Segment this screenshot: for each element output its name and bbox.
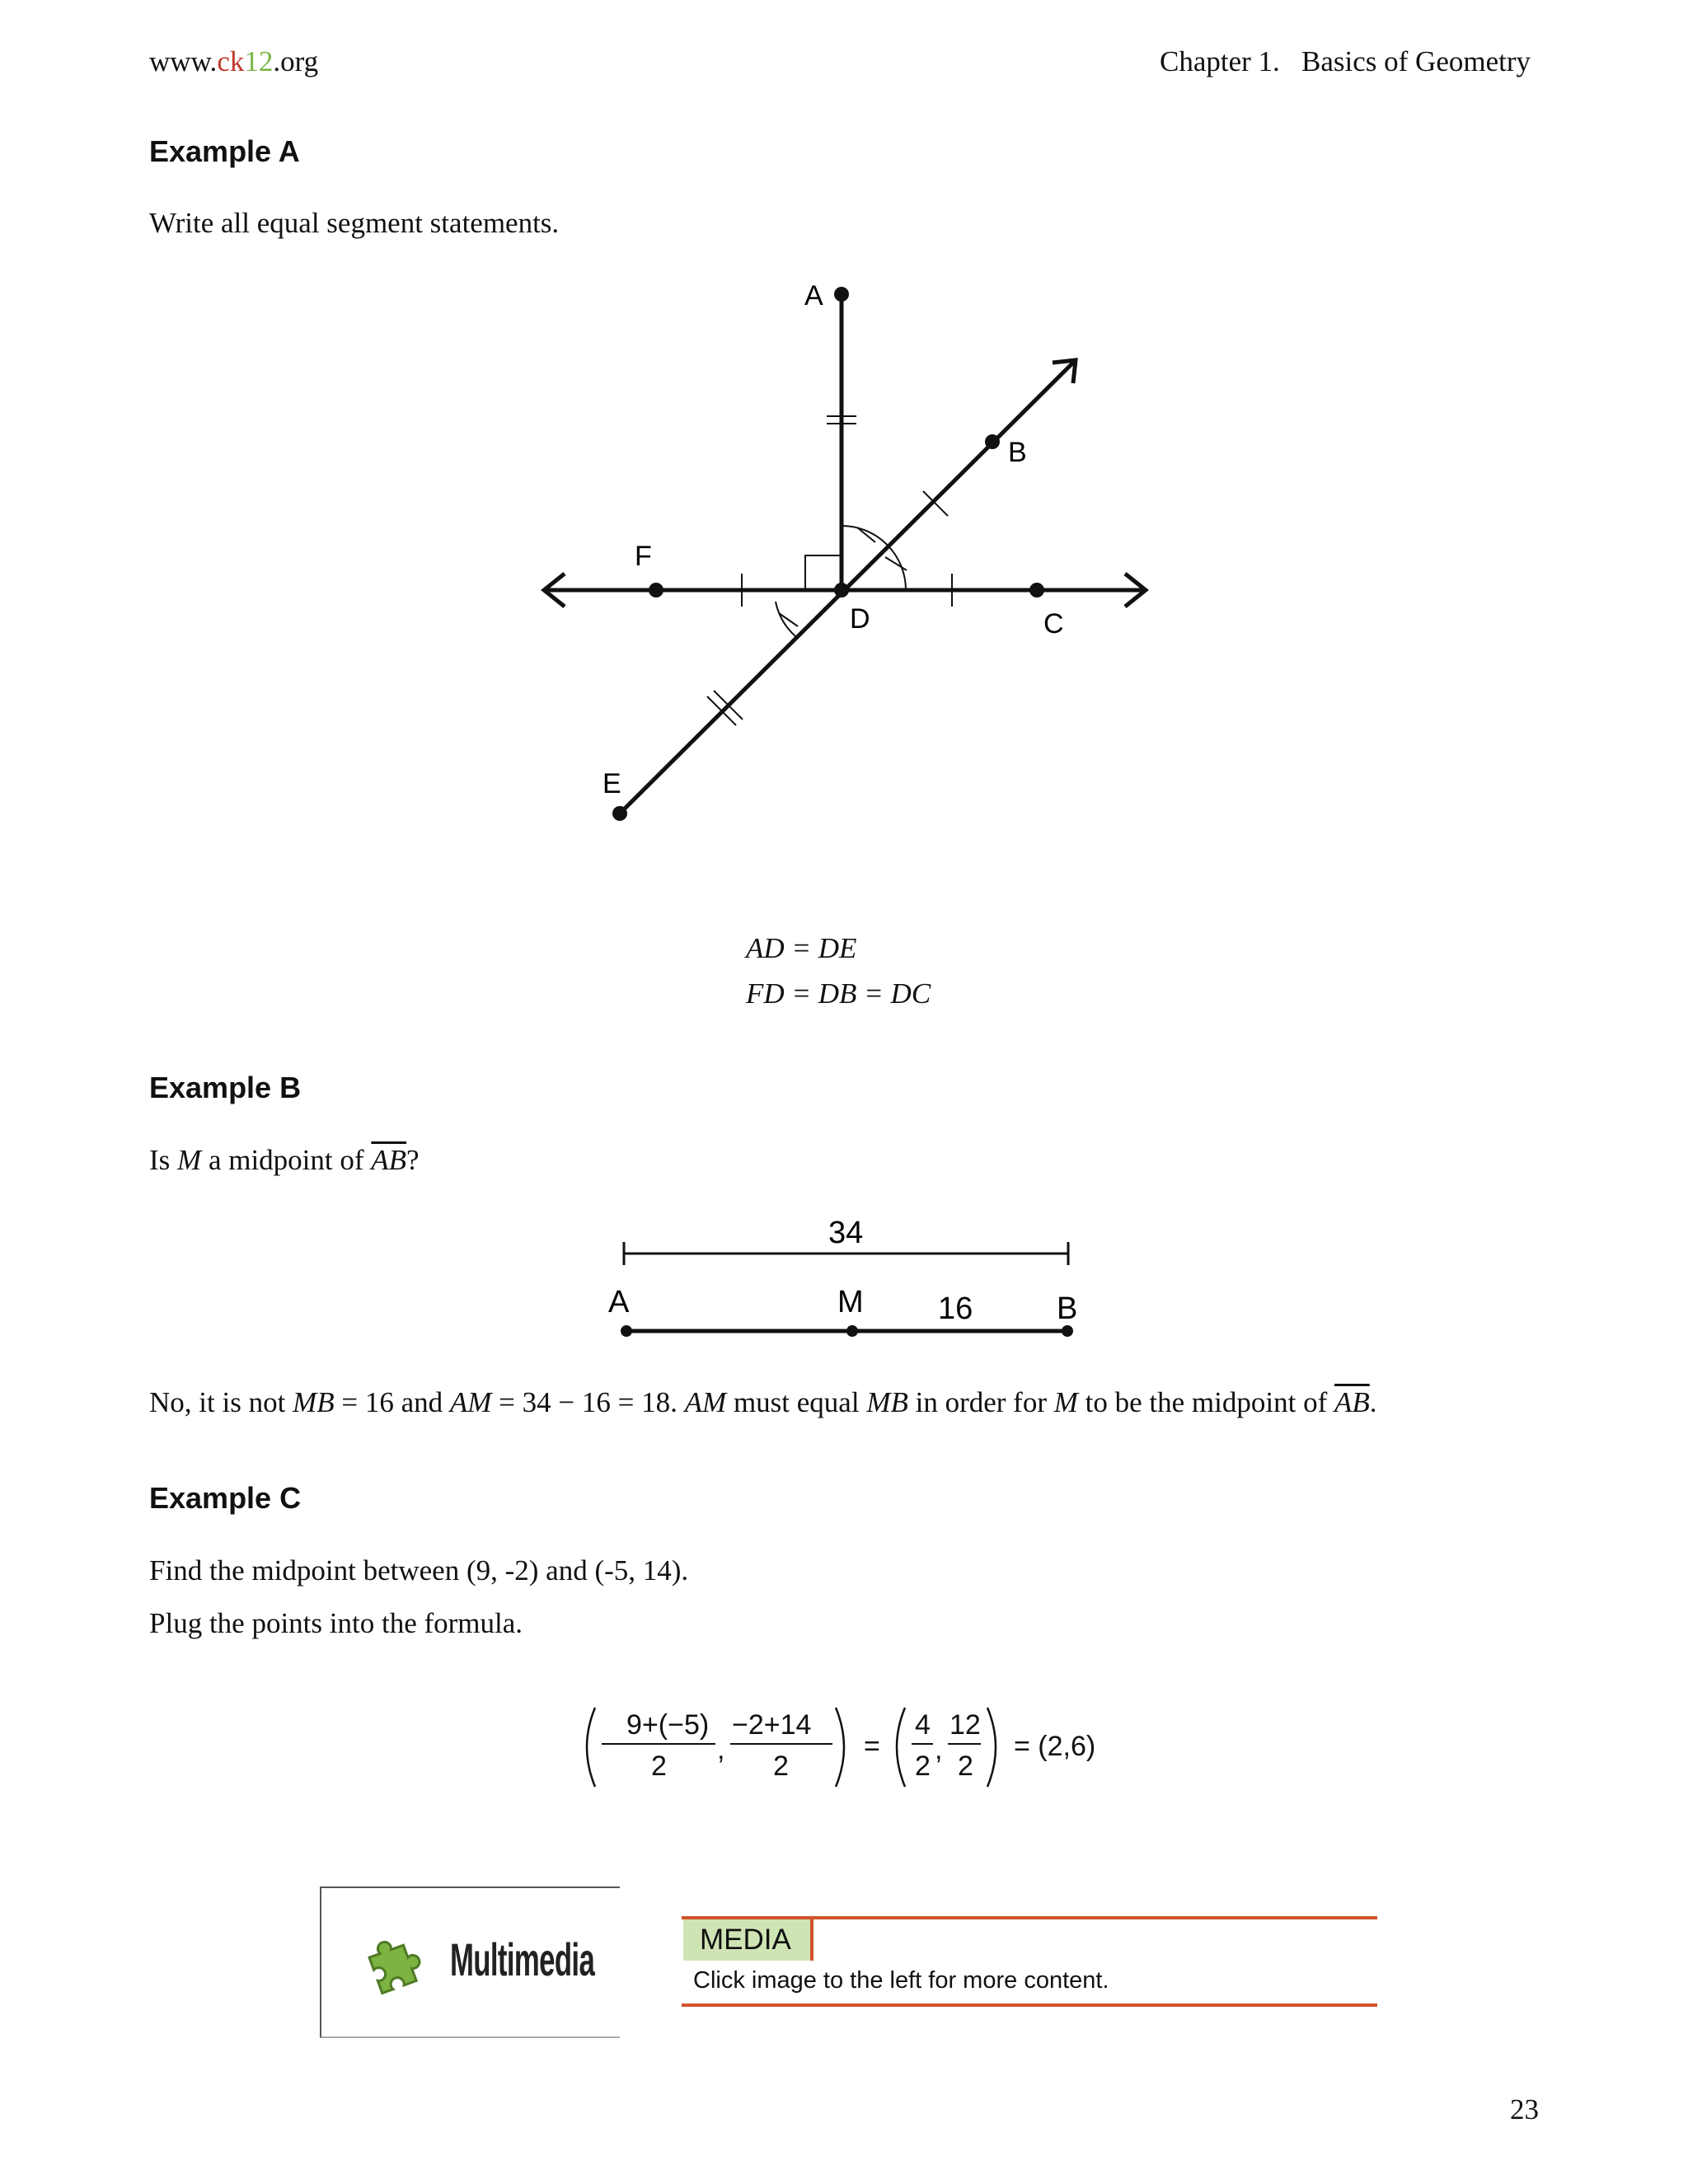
segment-ab: $\overline{AB}$ bbox=[1334, 1386, 1370, 1418]
multimedia-label: Multimedia bbox=[450, 1933, 595, 1985]
paren-right-1 bbox=[836, 1708, 844, 1787]
multimedia-button[interactable] bbox=[320, 1886, 620, 2038]
comma-1: , bbox=[717, 1734, 725, 1765]
example-b-heading: Example B bbox=[149, 1071, 302, 1104]
label-a: A bbox=[608, 1285, 630, 1319]
site-url[interactable] bbox=[149, 45, 318, 78]
point-a bbox=[834, 287, 849, 302]
site-url-num: 12 bbox=[244, 45, 274, 77]
example-b-answer bbox=[149, 1386, 1377, 1419]
site-url-suffix: .org bbox=[273, 45, 319, 77]
label-d: D bbox=[850, 603, 870, 635]
answer-var: AM bbox=[449, 1386, 492, 1418]
angle-tick-1 bbox=[857, 527, 875, 542]
paren-right-2 bbox=[987, 1708, 996, 1787]
prompt-text: Is bbox=[149, 1144, 178, 1176]
example-b-prompt bbox=[149, 1144, 420, 1177]
answer-var: M bbox=[1053, 1386, 1078, 1418]
fraction-num-1: 9+(−5) bbox=[626, 1709, 710, 1741]
point-b bbox=[985, 434, 1000, 449]
segment-ab: $\overline{AB}$ bbox=[371, 1144, 407, 1176]
fraction-num-3: 4 bbox=[915, 1709, 931, 1741]
example-c-heading: Example C bbox=[149, 1481, 302, 1515]
example-c-line2: Plug the points into the formula. bbox=[149, 1607, 523, 1639]
paren-left-2 bbox=[897, 1708, 905, 1787]
fraction-den-3: 2 bbox=[915, 1750, 931, 1782]
label-e: E bbox=[603, 768, 621, 799]
page-number: 23 bbox=[1510, 2093, 1539, 2125]
prompt-text: a midpoint of bbox=[201, 1144, 372, 1176]
answer-text: = 16 and bbox=[334, 1386, 450, 1418]
label-m: M bbox=[837, 1285, 864, 1319]
media-tag: MEDIA bbox=[683, 1919, 814, 1961]
segment-figure bbox=[528, 272, 1162, 832]
label-part: 16 bbox=[938, 1291, 973, 1326]
point-d bbox=[834, 583, 849, 598]
media-caption: Click image to the left for more content. bbox=[693, 1967, 1109, 1994]
media-bottom-rule bbox=[682, 2004, 1377, 2007]
angle-tick-2 bbox=[885, 557, 907, 570]
answer-text: . bbox=[1369, 1386, 1377, 1418]
fraction-den-2: 2 bbox=[773, 1750, 789, 1782]
fraction-den-4: 2 bbox=[958, 1750, 973, 1782]
example-a-heading: Example A bbox=[149, 134, 300, 168]
site-url-prefix: www. bbox=[149, 45, 218, 77]
answer-a-line2: FD = DB = DC bbox=[746, 977, 931, 1010]
answer-text: No, it is not bbox=[149, 1386, 293, 1418]
formula-result: = (2,6) bbox=[1014, 1731, 1096, 1762]
label-c: C bbox=[1043, 608, 1064, 640]
point-b bbox=[1062, 1325, 1073, 1337]
equals-sign: = bbox=[864, 1731, 880, 1762]
answer-var: AM bbox=[684, 1386, 727, 1418]
prompt-text: ? bbox=[406, 1144, 420, 1176]
point-a bbox=[621, 1325, 632, 1337]
answer-a-line1: AD = DE bbox=[746, 932, 857, 964]
puzzle-piece-icon bbox=[363, 1931, 429, 1997]
prompt-var-m: M bbox=[177, 1144, 202, 1176]
midpoint-formula bbox=[577, 1698, 1121, 1797]
point-c bbox=[1029, 583, 1044, 598]
point-f bbox=[649, 583, 663, 598]
angle-arc-edf bbox=[776, 602, 795, 636]
point-m bbox=[846, 1325, 858, 1337]
example-c-line1: Find the midpoint between (9, -2) and (-5, 14). bbox=[149, 1554, 689, 1586]
answer-var: MB bbox=[293, 1386, 335, 1418]
answer-text: in order for bbox=[907, 1386, 1054, 1418]
chapter-title: Chapter 1. Basics of Geometry bbox=[1159, 45, 1531, 77]
label-f: F bbox=[635, 541, 652, 572]
fraction-num-4: 12 bbox=[950, 1709, 981, 1741]
measure-total: 34 bbox=[828, 1216, 864, 1250]
answer-text: must equal bbox=[726, 1386, 867, 1418]
label-b: B bbox=[1057, 1291, 1078, 1326]
right-angle-mark bbox=[805, 555, 842, 590]
answer-text: to be the midpoint of bbox=[1077, 1386, 1334, 1418]
paren-left-1 bbox=[587, 1708, 595, 1787]
label-b: B bbox=[1008, 437, 1027, 468]
answer-var: MB bbox=[866, 1386, 908, 1418]
fraction-den-1: 2 bbox=[651, 1750, 667, 1782]
site-url-ck: ck bbox=[217, 45, 245, 77]
midpoint-figure bbox=[602, 1207, 1096, 1347]
media-panel bbox=[682, 1916, 1377, 2007]
answer-text: = 34 − 16 = 18. bbox=[491, 1386, 685, 1418]
fraction-num-2: −2+14 bbox=[732, 1709, 812, 1741]
tick-db bbox=[923, 491, 948, 516]
label-a: A bbox=[804, 280, 823, 312]
comma-2: , bbox=[935, 1734, 943, 1765]
example-a-prompt: Write all equal segment statements. bbox=[149, 207, 560, 239]
point-e bbox=[612, 806, 627, 821]
